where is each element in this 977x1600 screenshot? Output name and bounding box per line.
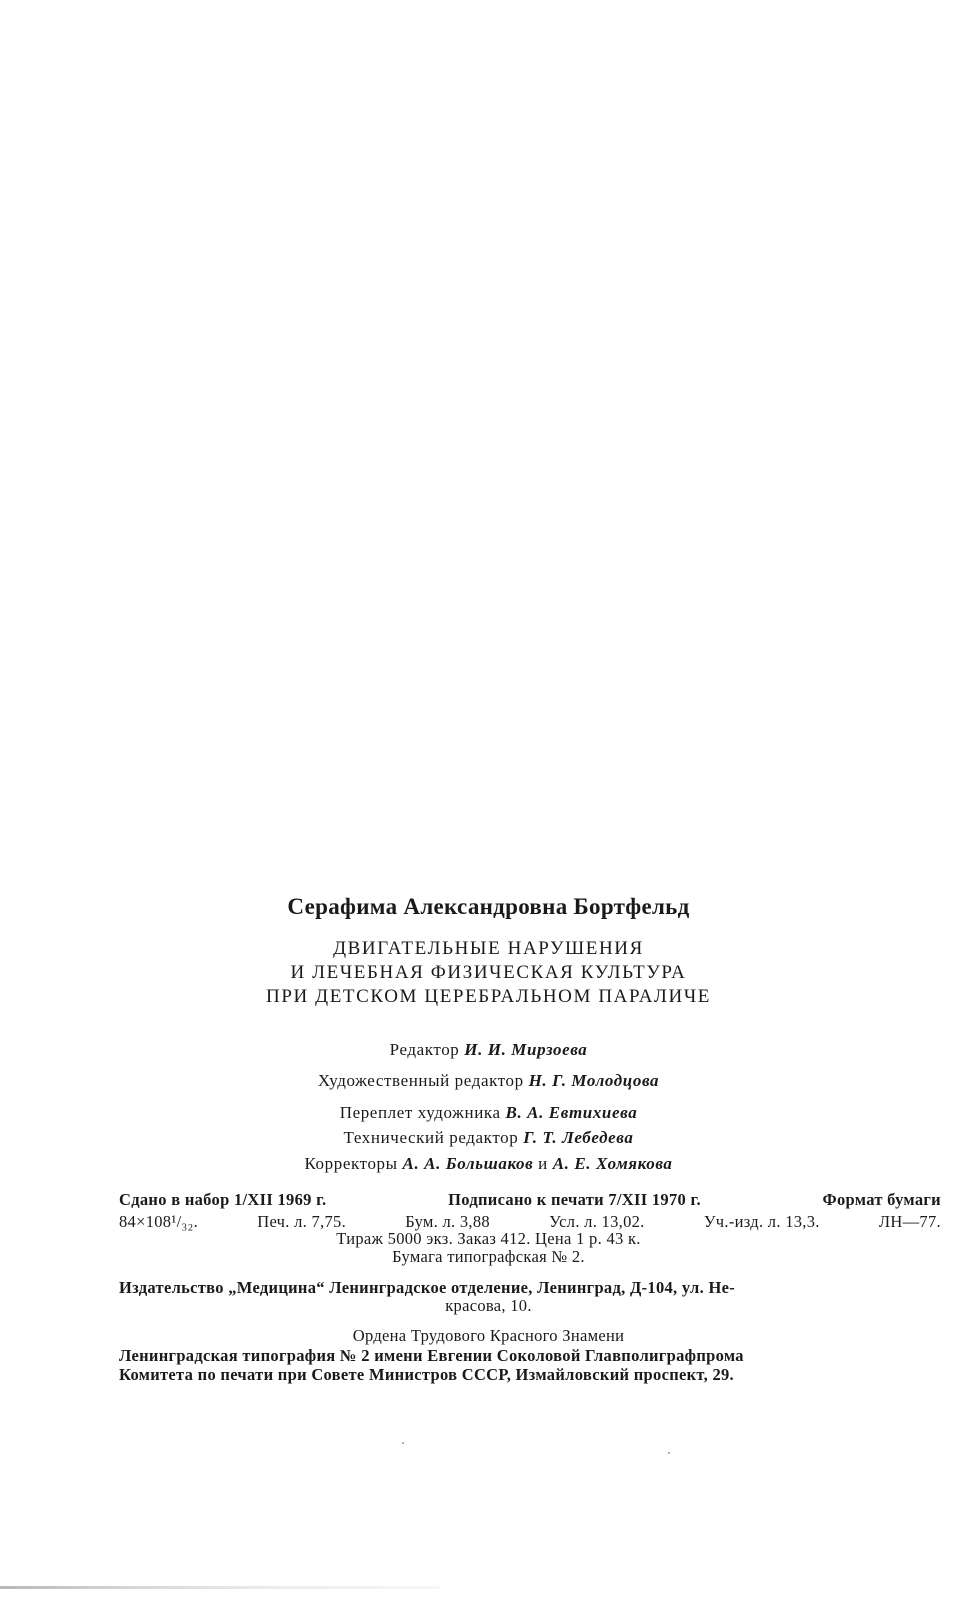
scan-speck [668,1452,670,1454]
art-editor-name: Н. Г. Молодцова [528,1071,660,1090]
credit-proofreaders: Корректоры А. А. Большаков и А. Е. Хомякова [304,1154,673,1173]
scan-speck [402,1442,404,1444]
publisher-line-1: Издательство „Медицина“ Ленинградское отделение, Ленинград, Д-104, ул. Не- [119,1278,736,1297]
proofreader-name-2: А. Е. Хомякова [552,1154,673,1173]
author-name: Серафима Александровна Бортфельд [287,894,690,919]
printer-line-2: Ленинградская типография № 2 имени Евгении Соколовой Главполиграфпрома [119,1346,744,1365]
credit-technical-editor: Технический редактор Г. Т. Лебедева [343,1128,634,1147]
imprint-dates-line: Сдано в набор 1/XII 1969 г. Подписано к печати 7/XII 1970 г. Формат бумаги [119,1190,941,1209]
imprint-paper: Бумага типографская № 2. [392,1247,585,1266]
book-title-line-1: ДВИГАТЕЛЬНЫЕ НАРУШЕНИЯ [333,938,644,959]
credit-binding-artist: Переплет художника В. А. Евтихиева [339,1103,638,1122]
proofreader-name-1: А. А. Большаков [402,1154,534,1173]
scan-edge-artifact [0,1586,440,1589]
imprint-format-line: 84×108¹/₃₂. Печ. л. 7,75. Бум. л. 3,88 Усл. л. 13,02. Уч.-изд. л. 13,3. ЛН—77. [119,1212,941,1231]
editor-name: И. И. Мирзоева [464,1040,588,1059]
binding-artist-name: В. А. Евтихиева [505,1103,638,1122]
credit-editor: Редактор И. И. Мирзоева [389,1040,588,1059]
credit-art-editor: Художественный редактор Н. Г. Молодцова [317,1071,660,1090]
publisher-line-2: красова, 10. [445,1296,532,1315]
book-title-line-3: ПРИ ДЕТСКОМ ЦЕРЕБРАЛЬНОМ ПАРАЛИЧЕ [266,986,711,1007]
technical-editor-name: Г. Т. Лебедева [523,1128,634,1147]
book-title-line-2: И ЛЕЧЕБНАЯ ФИЗИЧЕСКАЯ КУЛЬТУРА [290,962,687,983]
imprint-print-run: Тираж 5000 экз. Заказ 412. Цена 1 р. 43 к. [336,1229,641,1248]
printer-line-3: Комитета по печати при Совете Министров СССР, Измайловский проспект, 29. [119,1365,734,1384]
printer-line-1: Ордена Трудового Красного Знамени [352,1326,625,1345]
